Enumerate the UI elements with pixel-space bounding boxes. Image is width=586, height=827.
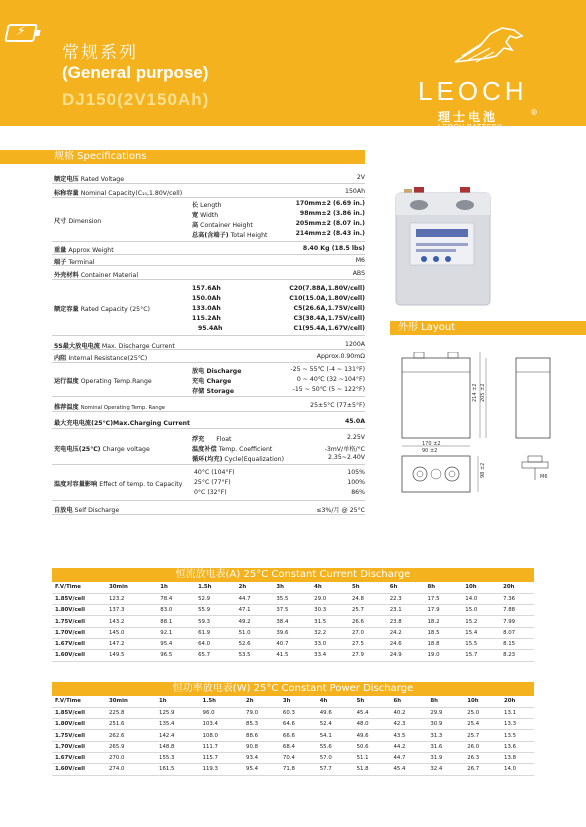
table-cell: 108.0 [196,730,240,741]
spec-rated-capacity: 额定容量 Rated Capacity (25°C) 157.6Ah C20(7.88A,1.80V/cell) 150.0Ah C10(15.0A,1.80V/cell) 133.0Ah C5(26.6A,1.75V/cell) 115.2Ah C3(38.4A,1.75V/cell) 95.4Ah C1(95.4A,1.67V/cell) [52,280,365,336]
table-cell: 1.85V/cell [52,593,102,604]
table-cell: 147.2 [102,638,153,649]
table-cell: 50.6 [350,741,387,752]
table-cell: 225.8 [102,707,152,718]
table-cell: 143.2 [102,616,153,627]
table-cell: 96.0 [196,707,240,718]
table-cell: 64.0 [191,638,232,649]
table-cell: 48.0 [350,719,387,730]
table-cell: 15.2 [458,616,496,627]
table-cell: 33.0 [307,638,345,649]
table-header-cell: 2h [232,582,270,593]
dim-98-label: 98 ±2 [480,462,486,478]
table-cell: 23.1 [383,605,421,616]
table-cell: 92.1 [153,627,191,638]
table-header-cell: 3h [269,582,307,593]
table-cell: 30.9 [423,719,460,730]
table-cell: 13.3 [497,719,534,730]
table-cell: 15.5 [458,638,496,649]
table-header-row [52,582,534,593]
table-row [52,593,534,604]
table-cell: 30.3 [307,605,345,616]
table-cell: 23.8 [383,616,421,627]
table-cell: 18.5 [421,627,459,638]
logo-cn: 理士电池 [438,110,499,124]
table-cell: 19.0 [421,650,459,661]
table-cell: 90.8 [239,741,276,752]
constant-current-heading: 恒流放电表(A) 25°C Constant Current Discharge [52,568,534,582]
table-header-cell: 2h [239,696,276,707]
table-cell: 149.5 [102,650,153,661]
table-row [52,616,534,627]
table-cell: 119.3 [196,764,240,775]
specifications-table [52,171,365,515]
table-cell: 33.4 [307,650,345,661]
table-header-cell: 10h [460,696,497,707]
table-cell: 85.3 [239,719,276,730]
table-cell: 1.70V/cell [52,741,102,752]
table-cell: 31.6 [423,741,460,752]
table-cell: 1.67V/cell [52,752,102,763]
table-cell: 265.9 [102,741,152,752]
table-header-cell: 5h [350,696,387,707]
table-cell: 51.1 [350,752,387,763]
table-cell: 79.0 [239,707,276,718]
table-cell: 39.6 [269,627,307,638]
table-cell: 1.85V/cell [52,707,102,718]
spec-charge-voltage: 充电电压(25℃) Charge voltage 浮充 Float 2.25V 温度补偿 Temp. Coefficient -3mV/单格/°C 循环(均充) Cycle(Equalization) 2.35~2.40V [52,429,365,465]
constant-power-table [52,696,534,776]
table-cell: 27.9 [345,650,383,661]
table-cell: 25.4 [460,719,497,730]
table-cell: 1.60V/cell [52,764,102,775]
table-cell: 1.70V/cell [52,627,102,638]
table-cell: 55.9 [191,605,232,616]
dim-170-label: 170 ±2 [422,441,441,447]
table-cell: 148.8 [152,741,196,752]
table-header-cell: 1.5h [196,696,240,707]
table-cell: 83.0 [153,605,191,616]
table-header-cell: 6h [383,582,421,593]
battery-icon: ⚡ [4,24,38,42]
table-cell: 137.3 [102,605,153,616]
table-row [52,627,534,638]
table-cell: 52.6 [232,638,270,649]
spec-container: 外壳材料 Container Material ABS [52,266,365,280]
table-row [52,605,534,616]
table-row [52,638,534,649]
table-cell: 18.2 [421,616,459,627]
table-cell: 31.9 [423,752,460,763]
table-header-cell: 1h [153,582,191,593]
table-cell: 45.4 [350,707,387,718]
table-cell: 26.3 [460,752,497,763]
table-cell: 52.9 [191,593,232,604]
title-en: (General purpose) [62,63,209,82]
dim-205-label: 205 ±2 [480,383,486,402]
table-cell: 24.9 [383,650,421,661]
table-cell: 37.5 [269,605,307,616]
spec-dimension: 尺寸 Dimension 长 Length 170mm±2 (6.69 in.) 宽 Width 98mm±2 (3.86 in.) 高 Container Height 205mm±2 (8.07 in.) 总高(含端子) Total Height 214mm±2 (8.43 in.) [52,198,365,242]
table-cell: 40.7 [269,638,307,649]
model-title: DJ150(2V150Ah) [62,90,210,109]
spec-rated-voltage: 额定电压 Rated Voltage 2V [52,171,365,184]
spec-weight: 重量 Approx Weight 8.40 Kg (18.5 lbs) [52,242,365,255]
table-cell: 15.0 [458,605,496,616]
table-cell: 22.3 [383,593,421,604]
table-cell: 78.4 [153,593,191,604]
table-cell: 32.4 [423,764,460,775]
table-cell: 27.0 [345,627,383,638]
table-cell: 251.6 [102,719,152,730]
table-cell: 8.15 [496,638,534,649]
dim-90-label: 90 ±2 [422,448,438,454]
table-cell: 1.60V/cell [52,650,102,661]
spec-nominal-temp: 推荐温度 Nominal Operating Temp. Range 25±5°C (77±5°F) [52,397,365,412]
leoch-logo [418,26,538,131]
table-header-cell: 4h [313,696,350,707]
table-cell: 51.0 [232,627,270,638]
table-header-cell: 20h [497,696,534,707]
table-header-cell: 6h [386,696,423,707]
table-cell: 142.4 [152,730,196,741]
table-cell: 125.9 [152,707,196,718]
logo-wordmark: LEOCH [418,76,528,106]
table-cell: 40.2 [386,707,423,718]
table-row [52,719,534,730]
spec-terminal: 端子 Terminal M6 [54,257,365,266]
spec-internal-resistance: 内阻 Internal Resistance(25℃) Approx.0.90mΩ [52,350,365,363]
table-cell: 7.99 [496,616,534,627]
table-cell: 15.4 [458,627,496,638]
table-header-row [52,696,534,707]
table-cell: 13.6 [497,741,534,752]
table-header-cell: 30min [102,582,153,593]
table-cell: 7.88 [496,605,534,616]
table-cell: 17.5 [421,593,459,604]
table-header-cell: 5h [345,582,383,593]
table-cell: 44.7 [386,752,423,763]
spec-self-discharge: 自放电 Self Discharge ≤3%/月 @ 25°C [52,501,365,515]
table-cell: 1.67V/cell [52,638,102,649]
table-row [52,730,534,741]
table-cell: 95.4 [239,764,276,775]
table-header-cell: 10h [458,582,496,593]
constant-current-table [52,582,534,662]
table-cell: 65.7 [191,650,232,661]
table-cell: 38.4 [269,616,307,627]
table-cell: 43.5 [386,730,423,741]
table-cell: 51.8 [350,764,387,775]
table-header-cell: 1.5h [191,582,232,593]
table-cell: 88.6 [239,730,276,741]
table-cell: 68.4 [276,741,313,752]
table-cell: 53.5 [232,650,270,661]
table-header-cell: 20h [496,582,534,593]
table-header-cell: 1h [152,696,196,707]
table-cell: 71.8 [276,764,313,775]
table-header-cell: 4h [307,582,345,593]
table-row [52,650,534,661]
title-cn: 常规系列 [62,43,138,63]
logo-en: LEOCH BATTERY [438,124,503,131]
table-header-cell: 8h [423,696,460,707]
table-cell: 32.2 [307,627,345,638]
specifications-heading: 规格 Specifications [0,150,365,164]
table-cell: 115.7 [196,752,240,763]
table-cell: 14.0 [497,764,534,775]
table-cell: 31.5 [307,616,345,627]
table-cell: 8.23 [496,650,534,661]
table-cell: 47.1 [232,605,270,616]
table-cell: 64.6 [276,719,313,730]
table-row [52,741,534,752]
table-header-cell: F.V/Time [52,696,102,707]
table-cell: 45.4 [386,764,423,775]
table-header-cell: 30min [102,696,152,707]
table-cell: 70.4 [276,752,313,763]
table-cell: 52.4 [313,719,350,730]
spec-nominal-capacity: 标称容量 Nominal Capacity(C₁₀,1.80V/cell) 150Ah [52,184,365,198]
table-cell: 270.0 [102,752,152,763]
table-cell: 274.0 [102,764,152,775]
constant-power-heading: 恒功率放电表(W) 25°C Constant Power Discharge [52,682,534,696]
table-cell: 8.07 [496,627,534,638]
battery-photo [392,183,494,308]
table-cell: 29.9 [423,707,460,718]
table-cell: 161.5 [152,764,196,775]
spec-temp-range: 运行温度 Operating Temp.Range 放电 Discharge -25 ~ 55℃ (-4 ~ 131°F) 充电 Charge 0 ~ 40℃ (32 ~104°F) 存储 Storage -15 ~ 50℃ (5 ~ 122°F) [52,363,365,397]
table-cell: 26.7 [460,764,497,775]
table-cell: 111.7 [196,741,240,752]
table-cell: 96.5 [153,650,191,661]
table-cell: 17.9 [421,605,459,616]
table-cell: 1.75V/cell [52,616,102,627]
table-cell: 35.5 [269,593,307,604]
table-header-cell: F.V/Time [52,582,102,593]
table-header-cell: 8h [421,582,459,593]
table-cell: 1.80V/cell [52,719,102,730]
table-cell: 55.6 [313,741,350,752]
dimension-drawings [396,352,556,502]
table-cell: 29.0 [307,593,345,604]
layout-heading: 外形 Layout [390,321,586,335]
table-cell: 123.2 [102,593,153,604]
table-cell: 31.3 [423,730,460,741]
table-cell: 26.6 [345,616,383,627]
table-cell: 24.8 [345,593,383,604]
registered-mark: ® [530,108,538,117]
table-cell: 1.80V/cell [52,605,102,616]
table-cell: 24.6 [383,638,421,649]
table-cell: 24.2 [383,627,421,638]
table-cell: 103.4 [196,719,240,730]
table-header-cell: 3h [276,696,313,707]
table-cell: 41.5 [269,650,307,661]
table-cell: 49.6 [350,730,387,741]
table-cell: 44.2 [386,741,423,752]
table-cell: 155.3 [152,752,196,763]
table-cell: 7.36 [496,593,534,604]
table-cell: 93.4 [239,752,276,763]
table-cell: 13.5 [497,730,534,741]
table-cell: 26.0 [460,741,497,752]
horse-logo-icon [450,26,530,66]
table-cell: 54.1 [313,730,350,741]
table-cell: 262.6 [102,730,152,741]
table-cell: 66.6 [276,730,313,741]
header-banner [0,0,586,131]
table-row [52,764,534,775]
spec-max-charging: 最大充电电流(25°C)Max.Charging Current 45.0A [52,412,365,429]
table-cell: 13.8 [497,752,534,763]
table-cell: 42.3 [386,719,423,730]
m6-label: M6 [540,474,548,480]
table-cell: 13.1 [497,707,534,718]
table-cell: 95.4 [153,638,191,649]
table-cell: 145.0 [102,627,153,638]
table-cell: 49.6 [313,707,350,718]
table-cell: 14.0 [458,593,496,604]
table-cell: 59.3 [191,616,232,627]
spec-max-discharge: 5S最大放电电流 Max. Discharge Current 1200A [52,336,365,350]
table-cell: 15.7 [458,650,496,661]
table-cell: 57.0 [313,752,350,763]
table-cell: 44.7 [232,593,270,604]
table-row [52,752,534,763]
table-cell: 57.7 [313,764,350,775]
spec-temp-effect: 温度对容量影响 Effect of temp. to Capacity 40°C (104°F) 105% 25°C (77°F) 100% 0°C (32°F) 86% [52,465,365,501]
table-cell: 25.0 [460,707,497,718]
table-cell: 1.75V/cell [52,730,102,741]
table-cell: 27.5 [345,638,383,649]
table-cell: 25.7 [345,605,383,616]
table-cell: 88.1 [153,616,191,627]
table-cell: 18.8 [421,638,459,649]
table-cell: 25.7 [460,730,497,741]
table-cell: 135.4 [152,719,196,730]
dim-214-label: 214 ±2 [472,383,478,402]
table-cell: 49.2 [232,616,270,627]
table-cell: 61.9 [191,627,232,638]
table-row [52,707,534,718]
table-cell: 60.3 [276,707,313,718]
